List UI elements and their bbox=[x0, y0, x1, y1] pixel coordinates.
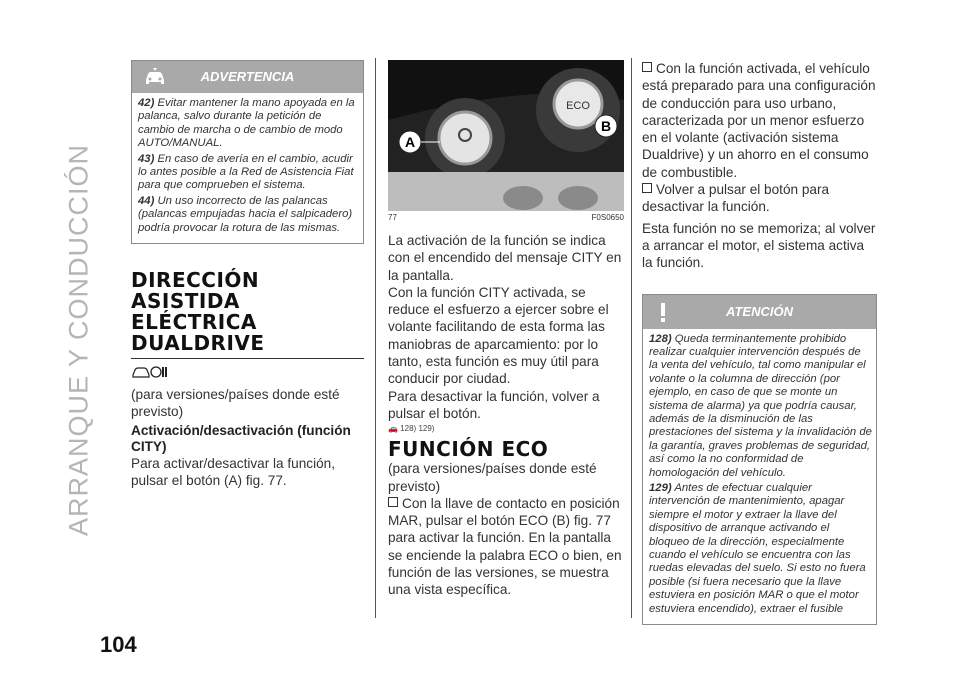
figure-label-a: A bbox=[404, 134, 416, 150]
figure-label-b: B bbox=[600, 118, 612, 134]
version-icon-row bbox=[131, 365, 364, 384]
paragraph bbox=[642, 60, 877, 181]
attention-box bbox=[642, 294, 877, 626]
section-heading-line: DUALDRIVE bbox=[131, 331, 265, 356]
warning-item-number: 42) bbox=[138, 97, 155, 109]
section-heading-line: ELÉCTRICA bbox=[131, 310, 257, 335]
attention-item bbox=[649, 333, 872, 480]
dashboard-photo bbox=[388, 60, 624, 211]
section-dualdrive bbox=[131, 270, 364, 489]
car-reference-icon: 🚗 bbox=[388, 424, 398, 434]
version-note: (para versiones/países donde esté previsto) bbox=[388, 461, 597, 494]
attention-item-text: Antes de efectuar cualquier intervención de mantenimiento, apagar siempre el motor y extraer la llave del dispositivo de arranque activando el bloqueo de la dirección, especialmente cuando el vehículo se encuentra con las ruedas elevadas del suelo. Si esto no fuera posible (si fuera necesario que la llave estuviera en posición MAR o que el motor estuviera encendido), extraer el fusible bbox=[649, 482, 866, 615]
paragraph: La activación de la función se indica con el encendido del mensaje CITY en la pantalla. bbox=[388, 233, 622, 283]
eco-button-label: ECO bbox=[566, 100, 590, 112]
paragraph: Esta función no se memoriza; al volver a arrancar el motor, el sistema activa la función. bbox=[642, 220, 876, 271]
warning-box-body bbox=[132, 93, 363, 243]
attention-box-body bbox=[643, 329, 876, 625]
attention-item bbox=[649, 482, 872, 616]
attention-box-header bbox=[643, 295, 876, 329]
paragraph bbox=[388, 495, 624, 599]
warning-box bbox=[131, 60, 364, 244]
heading-rule bbox=[131, 358, 364, 359]
paragraph-text: Volver a pulsar el botón para desactivar la función. bbox=[642, 182, 830, 215]
paragraph: Con la función CITY activada, se reduce el esfuerzo a ejercer sobre el volante facilitando de esta forma las maniobras de aparcamiento: por lo tanto, esta función es muy útil para conducir por ciudad. bbox=[388, 284, 609, 387]
warning-item-text: En caso de avería en el cambio, acudir lo antes posible a la Red de Asistencia Fiat para que comprueben el sistema. bbox=[138, 152, 354, 192]
column-middle bbox=[388, 60, 624, 599]
attention-box-title: ATENCIÓN bbox=[726, 303, 793, 319]
figure-code: F0S0650 bbox=[591, 213, 624, 222]
paragraph: Para desactivar la función, volver a pulsar el botón. bbox=[388, 388, 600, 421]
paragraph bbox=[642, 181, 877, 216]
attention-item-number: 128) bbox=[649, 332, 672, 345]
figure-caption bbox=[388, 213, 624, 222]
car-warning-icon bbox=[142, 67, 168, 87]
footnote-refs bbox=[388, 424, 624, 433]
warning-item-number: 44) bbox=[138, 194, 155, 207]
exclamation-icon bbox=[653, 301, 673, 323]
section-heading-line: DIRECCIÓN bbox=[131, 268, 260, 293]
subheading-city: Activación/desactivación (función CITY) bbox=[131, 422, 351, 454]
warning-item bbox=[138, 153, 359, 193]
paragraph-text: Con la llave de contacto en posición MAR, pulsar el botón ECO (B) fig. 77 para activar la función. En la pantalla se enciende la palabra ECO o bien, en función de las versiones, se muestra una vista específica. bbox=[388, 495, 622, 598]
column-divider bbox=[375, 58, 376, 618]
checkbox-bullet-icon bbox=[388, 497, 398, 507]
column-left bbox=[131, 60, 364, 489]
warning-box-header bbox=[132, 61, 363, 93]
car-wheel-icon bbox=[131, 365, 169, 379]
attention-item-text: Queda terminantemente prohibido realizar cualquier intervención después de la venta del vehículo, tal como manipular el volante o la columna de dirección (por ejemplo, en caso de que se monte un sistema de alarma) ya que podría causar, además de la disminución de las prestaciones del sistema y la invalidación de la garantía, graves problemas de seguridad, así como la no conformidad de homologación del vehículo. bbox=[649, 332, 872, 479]
version-note: (para versiones/países donde esté previsto) bbox=[131, 387, 340, 420]
page-number: 104 bbox=[100, 632, 137, 657]
warning-item-number: 43) bbox=[138, 152, 155, 165]
paragraph: Para activar/desactivar la función, pulsar el botón (A) fig. 77. bbox=[131, 455, 336, 488]
section-heading-eco: FUNCIÓN ECO bbox=[388, 437, 549, 462]
figure-number: 77 bbox=[388, 213, 397, 222]
footnote-refs-text: 128) 129) bbox=[400, 424, 435, 434]
attention-item-number: 129) bbox=[649, 482, 672, 495]
section-heading-line: ASISTIDA bbox=[131, 289, 240, 314]
column-right bbox=[642, 60, 877, 625]
warning-item-text: Un uso incorrecto de las palancas (palancas empujadas hacia el salpicadero) podría provocar la rotura de las mismas. bbox=[138, 194, 353, 234]
warning-item bbox=[138, 97, 359, 151]
checkbox-bullet-icon bbox=[642, 62, 652, 72]
dashboard-figure bbox=[388, 60, 624, 211]
warning-item bbox=[138, 195, 359, 235]
column-divider bbox=[631, 58, 632, 618]
warning-box-title: ADVERTENCIA bbox=[200, 69, 295, 84]
checkbox-bullet-icon bbox=[642, 183, 652, 193]
warning-item-text: Evitar mantener la mano apoyada en la palanca, salvo durante la petición de cambio de marcha o de cambio de modo AUTO/MANUAL. bbox=[138, 97, 355, 150]
chapter-side-title: ARRANQUE Y CONDUCCIÓN bbox=[63, 143, 94, 537]
paragraph-text: Con la función activada, el vehículo está preparado para una configuración de conducción para uso urbano, caracterizada por un menor esfuerzo en el volante (activación sistema Dualdrive) y un ahorro en el consumo de combustible. bbox=[642, 61, 876, 180]
